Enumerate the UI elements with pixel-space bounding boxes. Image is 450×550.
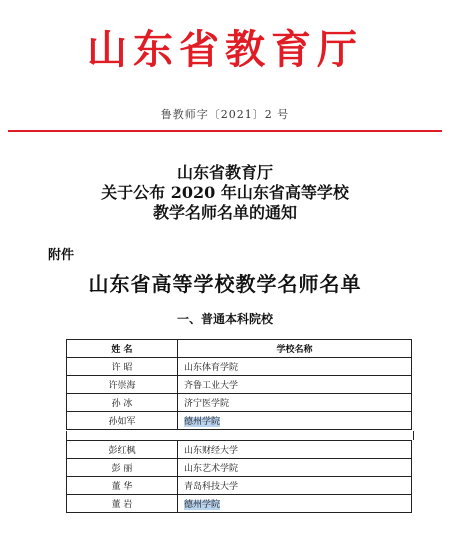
school-text-highlighted: 德州学院 xyxy=(184,417,221,427)
teacher-name: 孙 冰 xyxy=(67,394,178,412)
notice-title-line-2: 关于公布 2020 年山东省高等学校 xyxy=(101,183,349,202)
school-name xyxy=(178,495,412,513)
teacher-table-group-1 xyxy=(66,339,412,430)
red-divider xyxy=(8,130,442,132)
list-title: 山东省高等学校教学名师名单 xyxy=(88,272,362,296)
school-text: 齐鲁工业大学 xyxy=(184,381,239,391)
school-text: 山东艺术学院 xyxy=(184,464,239,474)
table-gap xyxy=(66,431,414,440)
notice-title-line-1: 山东省教育厅 xyxy=(176,163,273,182)
table-header-row xyxy=(67,340,412,358)
school-name xyxy=(178,358,412,376)
school-text: 山东体育学院 xyxy=(184,363,239,373)
issuing-org-title: 山东省教育厅 xyxy=(87,26,363,73)
school-name xyxy=(178,376,412,394)
table-row xyxy=(67,412,412,430)
teacher-name: 董 岩 xyxy=(67,495,178,513)
column-header-school: 学校名称 xyxy=(178,340,412,358)
school-text: 济宁医学院 xyxy=(184,399,230,409)
school-text: 青岛科技大学 xyxy=(184,482,239,492)
school-text-highlighted: 德州学院 xyxy=(184,500,221,510)
teacher-name: 彭 丽 xyxy=(67,459,178,477)
teacher-table-group-2 xyxy=(66,440,412,513)
document-number: 鲁教师字〔2021〕2 号 xyxy=(160,108,290,121)
school-text: 山东财经大学 xyxy=(184,446,239,456)
teacher-name: 孙如军 xyxy=(67,412,178,430)
school-name xyxy=(178,477,412,495)
section-title: 一、普通本科院校 xyxy=(176,312,273,326)
school-name xyxy=(178,412,412,430)
teacher-name: 许 昭 xyxy=(67,358,178,376)
table-row xyxy=(67,358,412,376)
teacher-name: 董 华 xyxy=(67,477,178,495)
column-header-name: 姓 名 xyxy=(67,340,178,358)
table-row xyxy=(67,376,412,394)
school-name xyxy=(178,441,412,459)
notice-title-line-3: 教学名师名单的通知 xyxy=(152,203,297,222)
table-row xyxy=(67,441,412,459)
table-row xyxy=(67,394,412,412)
table-row xyxy=(67,459,412,477)
school-name xyxy=(178,394,412,412)
teacher-name: 许崇海 xyxy=(67,376,178,394)
attachment-label: 附件 xyxy=(48,248,75,263)
table-row xyxy=(67,495,412,513)
teacher-name: 彭红枫 xyxy=(67,441,178,459)
school-name xyxy=(178,459,412,477)
table-row xyxy=(67,477,412,495)
